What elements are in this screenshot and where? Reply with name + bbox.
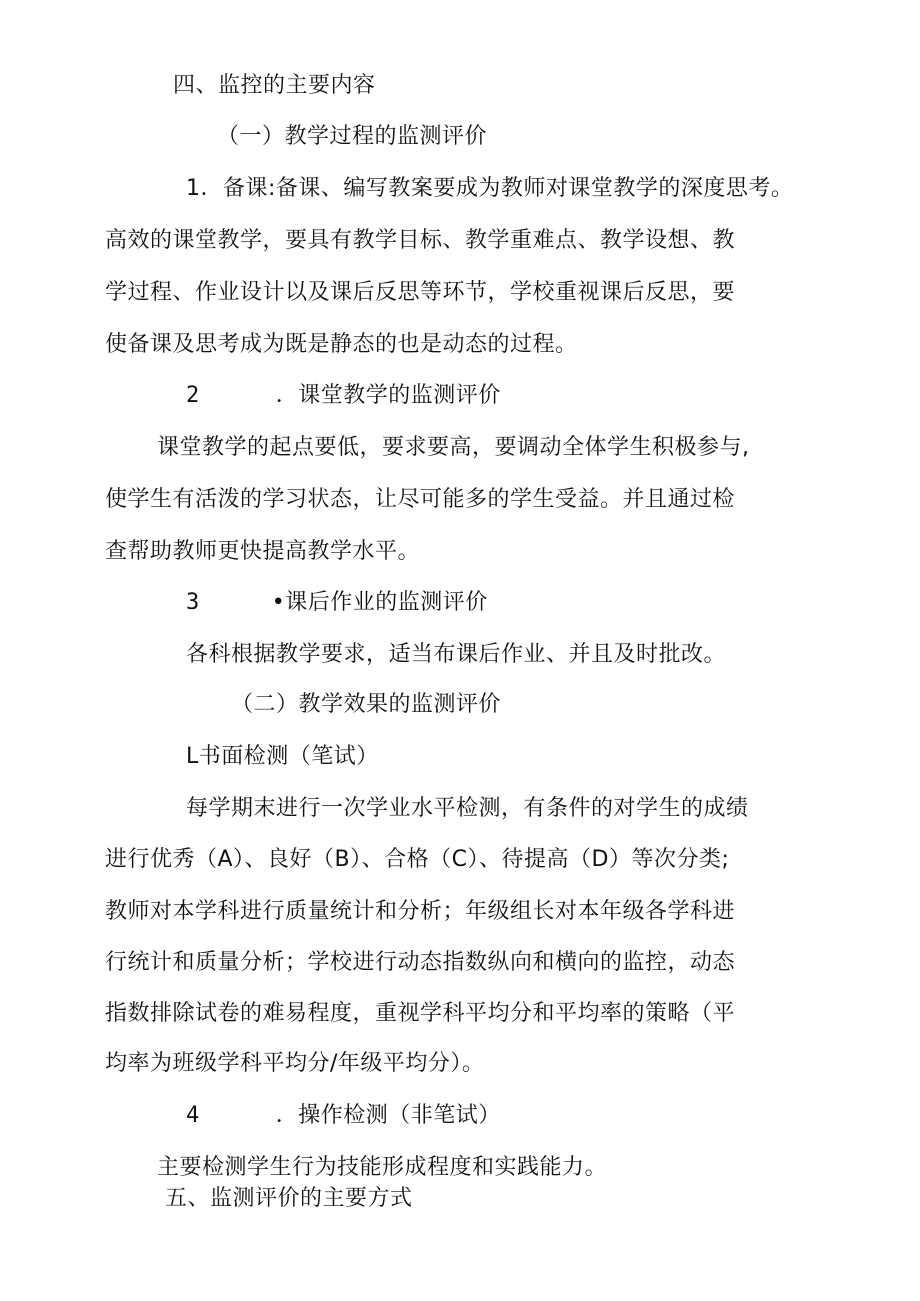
- item-4-number: 4: [186, 1103, 200, 1128]
- item-4-line-1: 主要检测学生行为技能形成程度和实践能力。: [157, 1155, 608, 1180]
- subsection-1-heading: （一）教学过程的监测评价: [217, 124, 488, 149]
- item-l-line-1: 每学期末进行一次学业水平检测，有条件的对学生的成绩: [186, 796, 749, 821]
- item-3-line-1: 各科根据教学要求，适当布课后作业、并且及时批改。: [186, 642, 727, 667]
- item-l-line-2: 进行优秀（A）、良好（B）、合格（C）、待提高（D）等次分类;: [105, 847, 730, 872]
- item-1-line-2: 学过程、作业设计以及课后反思等环节，学校重视课后反思，要: [105, 280, 736, 305]
- item-1-line-1: 高效的课堂教学，要具有教学目标、教学重难点、教学设想、教: [105, 228, 736, 253]
- item-3-number: 3: [186, 590, 200, 615]
- item-l-title: L书面检测（笔试）: [186, 744, 379, 769]
- section-4-heading: 四、监控的主要内容: [173, 73, 376, 98]
- item-1-title: 1．备课:备课、编写教案要成为教师对课堂教学的深度思考。: [186, 176, 794, 201]
- item-2-heading: [186, 381, 501, 411]
- item-2-line-1: 课堂教学的起点要低，要求要高，要调动全体学生积极参与,: [157, 435, 750, 460]
- item-2-line-3: 查帮助教师更快提高教学水平。: [105, 539, 421, 564]
- item-2-line-2: 使学生有活泼的学习状态，让尽可能多的学生受益。并且通过检: [105, 487, 736, 512]
- item-2-title: ．课堂教学的监测评价: [275, 383, 501, 408]
- item-l-line-5: 指数排除试卷的难易程度，重视学科平均分和平均率的策略（平: [105, 1001, 736, 1026]
- section-5-heading: 五、监测评价的主要方式: [165, 1186, 413, 1211]
- subsection-2-heading: （二）教学效果的监测评价: [231, 692, 502, 717]
- item-l-line-3: 教师对本学科进行质量统计和分析；年级组长对本年级各学科进: [105, 899, 736, 924]
- item-4-heading: [186, 1101, 501, 1131]
- item-3-heading: [186, 588, 488, 618]
- item-3-title: •课后作业的监测评价: [271, 590, 488, 615]
- item-4-title: ．操作检测（非笔试）: [275, 1103, 501, 1128]
- item-1-line-3: 使备课及思考成为既是静态的也是动态的过程。: [105, 332, 578, 357]
- item-2-number: 2: [186, 383, 200, 408]
- item-l-line-6: 均率为班级学科平均分/年级平均分）。: [105, 1051, 485, 1076]
- item-l-line-4: 行统计和质量分析；学校进行动态指数纵向和横向的监控，动态: [105, 950, 736, 975]
